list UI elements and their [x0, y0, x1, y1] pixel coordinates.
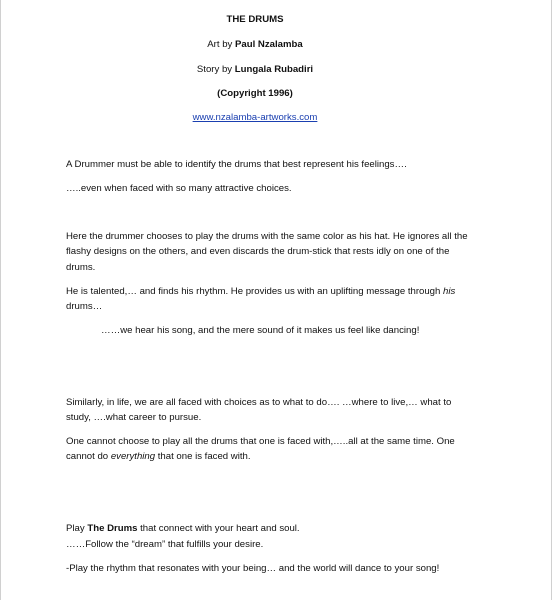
copyright: (Copyright 1996)	[217, 88, 293, 99]
paragraph-1: A Drummer must be able to identify the drums that best represent his feelings….	[66, 159, 407, 170]
story-credit: Story by Lungala Rubadiri	[196, 64, 314, 75]
page-border-right	[551, 0, 552, 600]
website-link[interactable]: www.nzalamba-artworks.com	[192, 112, 318, 123]
art-credit: Art by Paul Nzalamba	[207, 39, 303, 50]
paragraph-2: …..even when faced with so many attractive choices.	[66, 183, 292, 194]
paragraph-4-line-1: He is talented,… and finds his rhythm. He provides us with an uplifting message through his	[66, 286, 456, 297]
paragraph-7-line-2: cannot do everything that one is faced with.	[66, 451, 251, 462]
paragraph-6-line-2: study, ….what career to pursue.	[66, 412, 202, 423]
paragraph-6-line-1: Similarly, in life, we are all faced with choices as to what to do…. …where to live,… what to	[66, 397, 452, 408]
paragraph-3-line-1: Here the drummer chooses to play the drums with the same color as his hat. He ignores all the	[66, 231, 468, 242]
paragraph-4-line-2: drums…	[66, 301, 103, 312]
paragraph-3-line-2: flashy designs on the others, and even discards the drum-stick that rests idly on one of the	[66, 246, 450, 257]
website-link-row	[0, 112, 510, 123]
paragraph-8-line-1: Play The Drums that connect with your heart and soul.	[66, 523, 300, 534]
paragraph-7-line-1: One cannot choose to play all the drums that one is faced with,…..all at the same time. One	[66, 436, 455, 447]
paragraph-9: -Play the rhythm that resonates with your being… and the world will dance to your song!	[66, 563, 440, 574]
paragraph-5: ……we hear his song, and the mere sound of it makes us feel like dancing!	[101, 325, 420, 336]
paragraph-3-line-3: drums.	[66, 262, 96, 273]
paragraph-8-line-2: ……Follow the “dream” that fulfills your desire.	[66, 539, 264, 550]
document-title: THE DRUMS	[226, 14, 284, 25]
